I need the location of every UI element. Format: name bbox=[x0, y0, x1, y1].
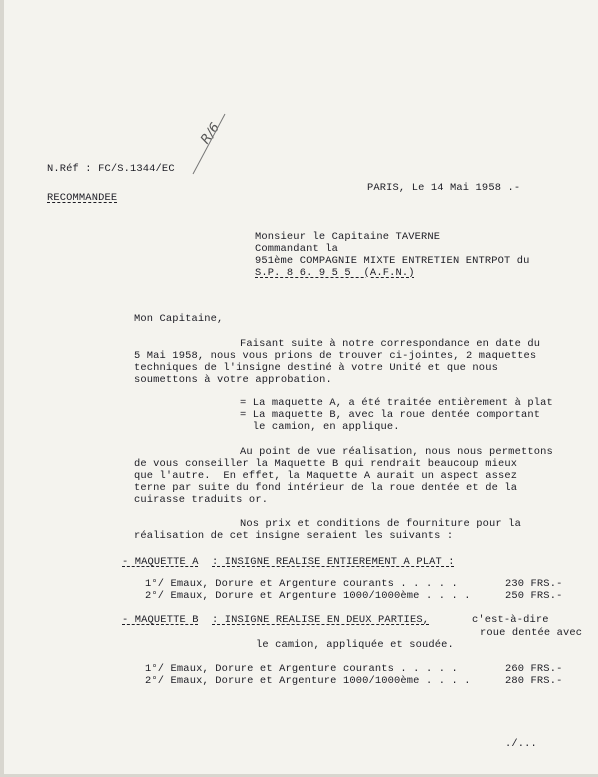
recommandee-label: RECOMMANDEE bbox=[47, 192, 118, 204]
maquette-a-label: - MAQUETTE A bbox=[122, 556, 199, 568]
maquette-b-item-2: 2°/ Emaux, Dorure et Argenture 1000/1000ème . . . . bbox=[145, 675, 471, 687]
list-item-b-cont: le camion, en applique. bbox=[240, 421, 400, 433]
handwritten-annotation: R/6 bbox=[198, 120, 224, 148]
para1-line-2: 5 Mai 1958, nous vous prions de trouver ci-jointes, 2 maquettes bbox=[134, 350, 537, 362]
para2-line-3: que l'autre. En effet, la Maquette A aurait un aspect assez bbox=[134, 470, 518, 482]
list-item-b: = La maquette B, avec la roue dentée comportant bbox=[240, 409, 541, 421]
maquette-b-desc: : INSIGNE REALISE EN DEUX PARTIES, bbox=[212, 614, 430, 626]
salutation: Mon Capitaine, bbox=[134, 313, 224, 325]
address-line-1: Monsieur le Capitaine TAVERNE bbox=[255, 231, 441, 243]
list-item-a: = La maquette A, a été traitée entièrement à plat bbox=[240, 397, 553, 409]
maquette-a-price-1: 230 FRS.- bbox=[505, 578, 563, 590]
maquette-b-item-1: 1°/ Emaux, Dorure et Argenture courants . . . . . bbox=[145, 663, 458, 675]
maquette-a-desc: : INSIGNE REALISE ENTIEREMENT A PLAT : bbox=[212, 556, 455, 568]
maquette-b-price-1: 260 FRS.- bbox=[505, 663, 563, 675]
para2-line-4: terne par suite du fond intérieur de la roue dentée et de la bbox=[134, 482, 518, 494]
page-shadow-edge bbox=[0, 0, 4, 777]
maquette-b-desc-line3: le camion, appliquée et soudée. bbox=[256, 639, 454, 651]
address-line-3: 951ème COMPAGNIE MIXTE ENTRETIEN ENTRPOT du bbox=[255, 255, 530, 267]
maquette-b-price-2: 280 FRS.- bbox=[505, 675, 563, 687]
para3-line-1: Nos prix et conditions de fourniture pour la bbox=[240, 518, 521, 530]
reference-line: N.Réf : FC/S.1344/EC bbox=[47, 163, 175, 175]
maquette-a-price-2: 250 FRS.- bbox=[505, 590, 563, 602]
page-continuation: ./... bbox=[505, 738, 537, 750]
para2-line-5: cuirasse traduits or. bbox=[134, 494, 269, 506]
address-line-4: S.P. 8 6. 9 5 5 (A.F.N.) bbox=[255, 267, 415, 279]
maquette-a-item-1: 1°/ Emaux, Dorure et Argenture courants . . . . . bbox=[145, 578, 458, 590]
address-line-2: Commandant la bbox=[255, 243, 339, 255]
para1-line-1: Faisant suite à notre correspondance en date du bbox=[240, 338, 541, 350]
place-date: PARIS, Le 14 Mai 1958 .- bbox=[367, 182, 521, 194]
para2-line-2: de vous conseiller la Maquette B qui rendrait beaucoup mieux bbox=[134, 458, 518, 470]
maquette-a-item-2: 2°/ Emaux, Dorure et Argenture 1000/1000ème . . . . bbox=[145, 590, 471, 602]
maquette-b-desc-cont: c'est-à-dire bbox=[472, 614, 549, 626]
para2-line-1: Au point de vue réalisation, nous nous permettons bbox=[240, 446, 553, 458]
maquette-b-desc-line2: roue dentée avec bbox=[480, 627, 583, 639]
para3-line-2: réalisation de cet insigne seraient les suivants : bbox=[134, 530, 454, 542]
para1-line-3: techniques de l'insigne destiné à votre Unité et que nous bbox=[134, 362, 498, 374]
para1-line-4: soumettons à votre approbation. bbox=[134, 374, 332, 386]
maquette-b-label: - MAQUETTE B bbox=[122, 614, 199, 626]
annotation-stroke bbox=[185, 108, 235, 178]
